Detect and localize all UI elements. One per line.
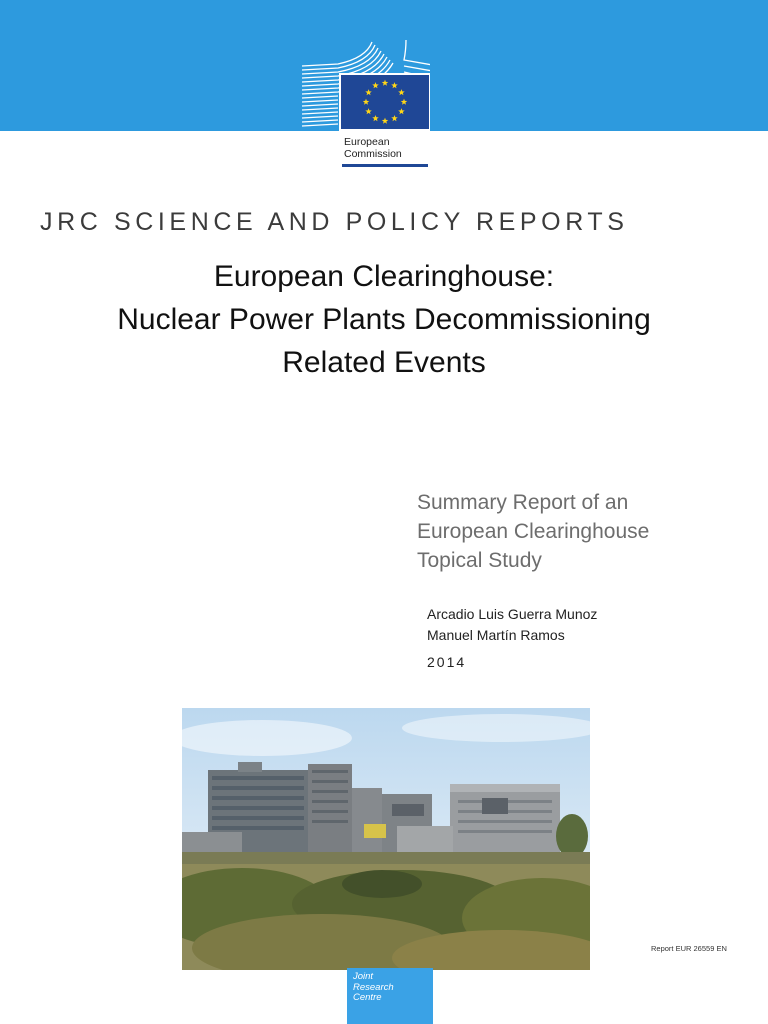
publication-year: 2014 [427, 654, 467, 670]
report-series-heading: JRC SCIENCE AND POLICY REPORTS [40, 208, 629, 236]
title-line: Related Events [282, 346, 486, 379]
logo-text-line1: European [344, 136, 390, 148]
document-title [0, 255, 768, 384]
european-commission-logo [300, 38, 430, 170]
subtitle-line: Topical Study [417, 549, 542, 572]
authors [427, 604, 597, 646]
subtitle-line: European Clearinghouse [417, 520, 650, 543]
jrc-text-line: Joint [353, 971, 374, 982]
author-name: Manuel Martín Ramos [427, 627, 565, 643]
report-number: Report EUR 26559 EN [651, 944, 727, 953]
subtitle-line: Summary Report of an [417, 491, 629, 514]
cover-photo-jrc-buildings [182, 708, 590, 970]
jrc-text-line: Centre [353, 992, 382, 1003]
logo-text-line2: Commission [344, 148, 402, 160]
title-line: Nuclear Power Plants Decommissioning [117, 303, 651, 336]
jrc-logo-box [347, 968, 433, 1024]
title-line: European Clearinghouse: [213, 260, 555, 293]
jrc-text-line: Research [353, 981, 394, 993]
document-subtitle [417, 488, 747, 575]
author-name: Arcadio Luis Guerra Munoz [427, 606, 598, 622]
